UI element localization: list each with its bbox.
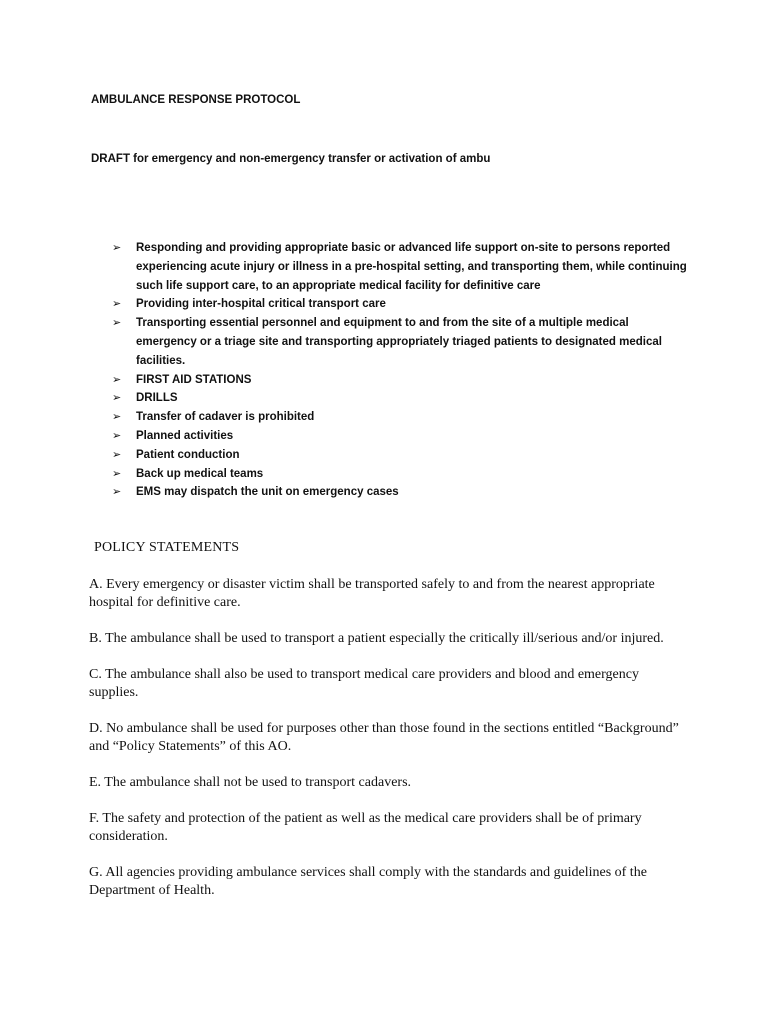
policy-statement: F. The safety and protection of the patient as well as the medical care providers shall be of primary consideration.: [89, 811, 642, 844]
arrow-bullet-icon: ➢: [112, 317, 122, 330]
policy-statement: G. All agencies providing ambulance services shall comply with the standards and guidelines of the Department of Health.: [89, 865, 647, 898]
bullet-item: [112, 408, 692, 427]
arrow-bullet-icon: ➢: [112, 467, 122, 480]
policy-statement: E. The ambulance shall not be used to transport cadavers.: [89, 775, 412, 790]
bullet-list: [112, 239, 692, 502]
bullet-item: [112, 427, 692, 446]
arrow-bullet-icon: ➢: [112, 298, 122, 311]
policy-statement: B. The ambulance shall be used to transport a patient especially the critically ill/serious and/or injured.: [89, 631, 664, 646]
bullet-item: [112, 446, 692, 465]
bullet-item: [112, 483, 692, 502]
policy-statement: A. Every emergency or disaster victim shall be transported safely to and from the nearest appropriate hospital for definitive care.: [89, 577, 655, 610]
bullet-item: [112, 295, 692, 314]
bullet-text: Patient conduction: [136, 448, 240, 461]
policy-statement: C. The ambulance shall also be used to transport medical care providers and blood and emergency supplies.: [89, 667, 639, 700]
bullet-text: Transporting essential personnel and equipment to and from the site of a multiple medical emergency or a triage site and transporting appropriately triaged patients to designated medical facilities.: [136, 317, 662, 367]
policy-heading: POLICY STATEMENTS: [94, 540, 240, 555]
arrow-bullet-icon: ➢: [112, 392, 122, 405]
bullet-item: [112, 389, 692, 408]
arrow-bullet-icon: ➢: [112, 429, 122, 442]
arrow-bullet-icon: ➢: [112, 448, 122, 461]
document-subtitle: DRAFT for emergency and non-emergency transfer or activation of ambu: [91, 153, 491, 165]
bullet-item: [112, 371, 692, 390]
bullet-item: [112, 314, 692, 370]
bullet-text: Back up medical teams: [136, 467, 264, 480]
bullet-item: [112, 239, 692, 295]
bullet-text: EMS may dispatch the unit on emergency cases: [136, 486, 399, 499]
bullet-item: [112, 465, 692, 484]
bullet-text: Transfer of cadaver is prohibited: [136, 411, 315, 424]
arrow-bullet-icon: ➢: [112, 486, 122, 499]
arrow-bullet-icon: ➢: [112, 373, 122, 386]
policy-list: [89, 576, 679, 918]
policy-statement: D. No ambulance shall be used for purposes other than those found in the sections entitled “Background” and “Policy Statements” of this AO.: [89, 721, 679, 754]
document-title: AMBULANCE RESPONSE PROTOCOL: [91, 94, 301, 106]
bullet-text: Providing inter-hospital critical transport care: [136, 298, 386, 311]
bullet-text: Responding and providing appropriate basic or advanced life support on-site to persons reported experiencing acute injury or illness in a pre-hospital setting, and transporting them, while continuing such life support care, to an appropriate medical facility for definitive care: [136, 242, 687, 292]
arrow-bullet-icon: ➢: [112, 242, 122, 254]
bullet-text: Planned activities: [136, 429, 234, 442]
bullet-text: FIRST AID STATIONS: [136, 373, 252, 386]
bullet-text: DRILLS: [136, 392, 178, 405]
arrow-bullet-icon: ➢: [112, 411, 122, 424]
